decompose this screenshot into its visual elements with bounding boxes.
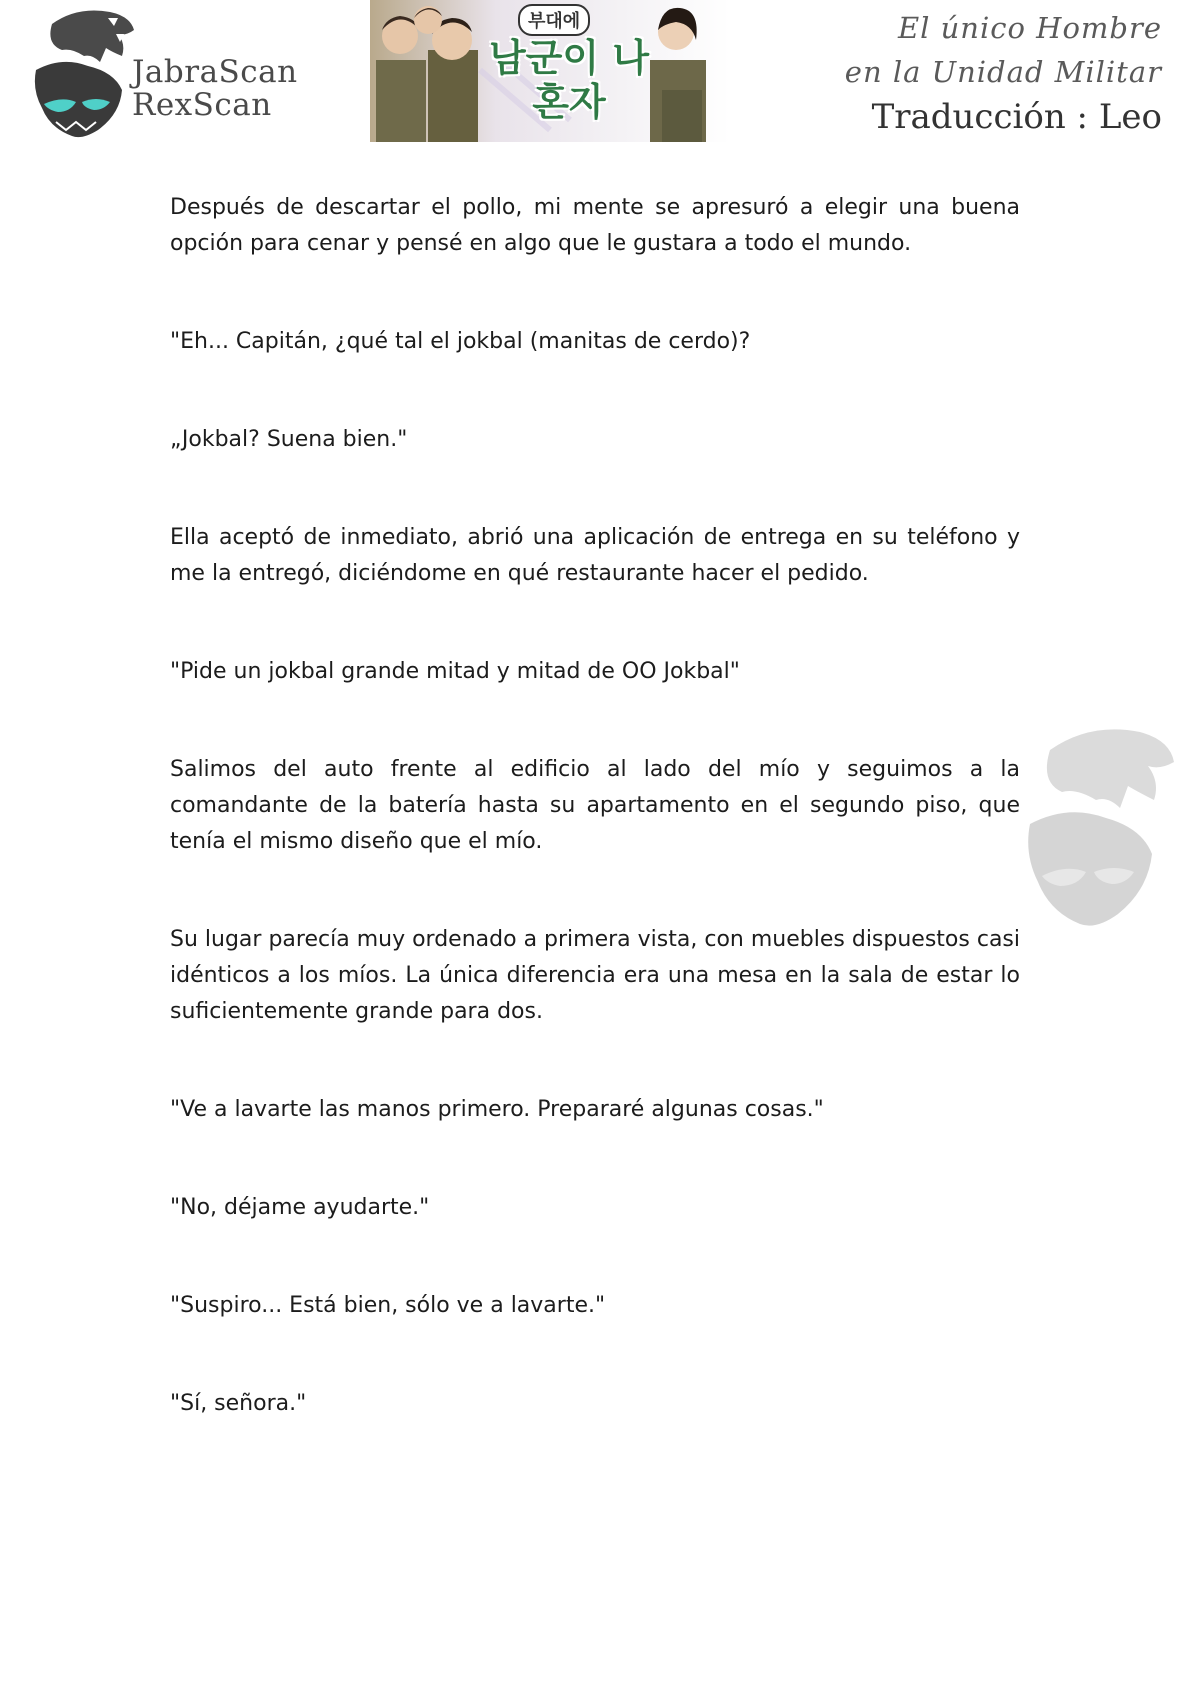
logo-line-2: RexScan [132,87,272,123]
novel-title-line-1: El único Hombre [897,11,1162,45]
dinosaur-watermark-icon [1010,720,1180,940]
paragraph: „Jokbal? Suena bien." [170,427,408,452]
paragraph: Su lugar parecía muy ordenado a primera vista, con muebles dispuestos casi idénticos a los míos. La única diferencia era una mesa en la sala de estar lo suficientemente grande para dos. [170,927,1020,1024]
paragraph: "Ve a lavarte las manos primero. Prepararé algunas cosas." [170,1097,824,1122]
paragraph: "Suspiro... Está bien, sólo ve a lavarte." [170,1293,606,1318]
paragraph: "Eh... Capitán, ¿qué tal el jokbal (manitas de cerdo)? [170,329,751,354]
cover-subtitle: 부대에 [518,4,590,36]
dinosaur-logo-icon [22,4,142,144]
paragraph: "Sí, señora." [170,1391,307,1416]
scan-group-logo-text [132,56,298,122]
cover-illustration [370,0,730,142]
paragraph: Después de descartar el pollo, mi mente se apresuró a elegir una buena opción para cenar y pensé en algo que le gustara a todo el mundo. [170,195,1020,256]
page-header [0,0,1190,150]
paragraph: "No, déjame ayudarte." [170,1195,430,1220]
chapter-text [170,190,1020,1422]
logo-line-1: JabraScan [132,54,298,90]
paragraph: Ella aceptó de inmediato, abrió una aplicación de entrega en su teléfono y me la entregó, diciéndome en qué restaurante hacer el pedido. [170,525,1020,586]
cover-title: 남군이 나혼자 [488,36,650,124]
novel-title-line-2: en la Unidad Militar [844,55,1162,89]
translator-credit: Traducción : Leo [871,97,1162,137]
paragraph: Salimos del auto frente al edificio al lado del mío y seguimos a la comandante de la batería hasta su apartamento en el segundo piso, que tenía el mismo diseño que el mío. [170,757,1020,854]
novel-title-block [845,6,1162,140]
paragraph: "Pide un jokbal grande mitad y mitad de OO Jokbal" [170,659,740,684]
